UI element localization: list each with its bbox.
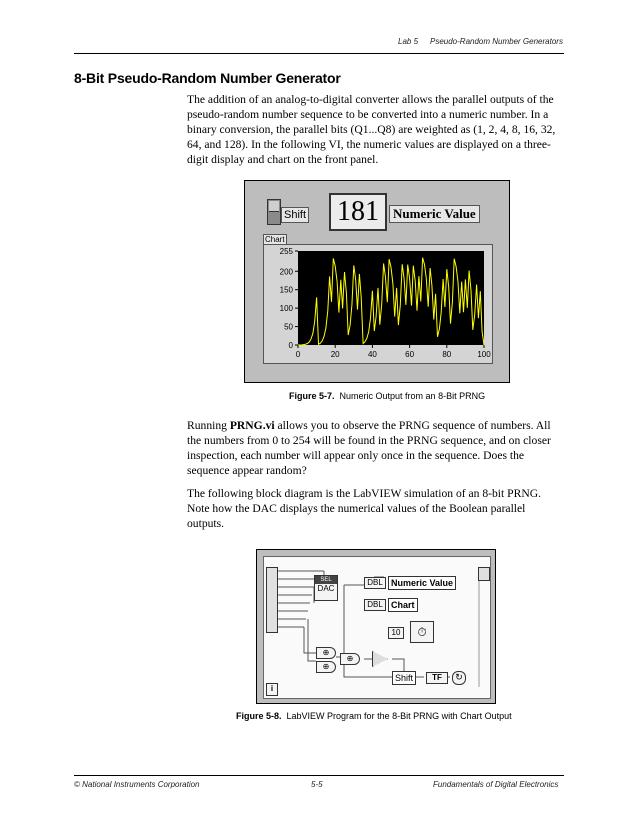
wait-timer-icon: ⏱ [410,621,434,643]
shift-register-right [478,567,490,581]
shift-register-left [266,567,278,633]
dac-top-label: SEL [315,576,337,584]
x-tick-label-1: 20 [330,350,340,359]
x-tick-label-0: 0 [295,350,301,359]
x-tick-label-3: 60 [405,350,415,359]
footer-rule [74,775,564,776]
y-tick-label-4: 200 [279,267,293,277]
header-rule [74,53,564,54]
paragraph-block-diagram: The following block diagram is the LabVIEW simulation of an 8-bit PRNG. Note how the DAC displays the numerical values of the Boolean parallel outputs. [187,487,541,530]
dbl-indicator-numeric: DBL [364,577,386,589]
vi-name: PRNG.vi [229,419,275,432]
y-tick-label-2: 100 [279,304,293,314]
xor-gate-icon-1: ⊕ [316,647,336,659]
dac-label: DAC [317,584,335,593]
footer-left: © National Instruments Corporation [74,780,200,789]
waveform-chart [264,245,492,363]
xor-gate-icon-3: ⊕ [340,653,360,665]
chart-label: Chart [265,235,285,244]
dac-subvi [314,575,338,601]
shift-switch[interactable] [267,199,281,225]
x-tick-label-2: 40 [367,350,377,359]
front-panel-figure [244,180,510,383]
paragraph-intro: The addition of an analog-to-digital converter allows the parallel outputs of the pseudo-random number sequence to be converted into a numeric number. In a binary conversion, the parallel bits (Q1...Q8) are weighted as (1, 2, 4, 8, 16, 32, 64, and 128). In the following VI, the numeric values are displayed on a three-digit display and chart on the front panel. [187,93,556,166]
x-tick-label-5: 100 [477,350,491,359]
paragraph-running [187,418,565,478]
footer-right: Fundamentals of Digital Electronics [433,780,559,789]
figure-5-7-text: Numeric Output from an 8-Bit PRNG [339,391,486,401]
figure-5-7-number: Figure 5-7. [289,391,335,401]
figure-5-8-caption [236,711,512,721]
figure-5-8-number: Figure 5-8. [236,711,282,721]
while-loop [263,556,491,699]
dbl-indicator-chart: DBL [364,599,386,611]
y-tick-label-3: 150 [279,285,293,295]
numeric-display: 181 [329,193,387,231]
x-tick-label-4: 80 [442,350,452,359]
block-diagram-figure [256,549,496,704]
constant-10: 10 [388,627,404,639]
loop-condition-icon: ↻ [452,671,466,685]
iteration-terminal: i [266,683,278,696]
numeric-value-label: Numeric Value [389,205,480,223]
header-title: Pseudo-Random Number Generators [430,37,563,46]
header-lab: Lab 5 [398,37,419,46]
y-tick-label-1: 50 [284,322,293,332]
chart-terminal: Chart [388,598,418,612]
xor-gate-icon-2: ⊕ [316,661,336,673]
tf-terminal: TF [426,672,448,684]
shift-terminal: Shift [392,671,416,685]
figure-5-7-caption [289,391,485,401]
chart-frame [263,244,493,364]
y-tick-label-0: 0 [288,341,293,350]
section-title: 8-Bit Pseudo-Random Number Generator [74,70,341,86]
figure-5-8-text: LabVIEW Program for the 8-Bit PRNG with Chart Output [286,711,512,721]
shift-label: Shift [281,207,309,223]
paragraph-running-post: allows you to observe the PRNG sequence of numbers. All the numbers from 0 to 254 will be found in the PRNG sequence, and on closer inspection, each number will appear only once in the sequence. Does the sequence appear random? [187,419,551,477]
paragraph-running-pre: Running [187,419,230,432]
y-tick-label-5: 255 [279,247,293,256]
numeric-value-terminal: Numeric Value [388,576,456,590]
footer-center: 5-5 [311,780,323,789]
